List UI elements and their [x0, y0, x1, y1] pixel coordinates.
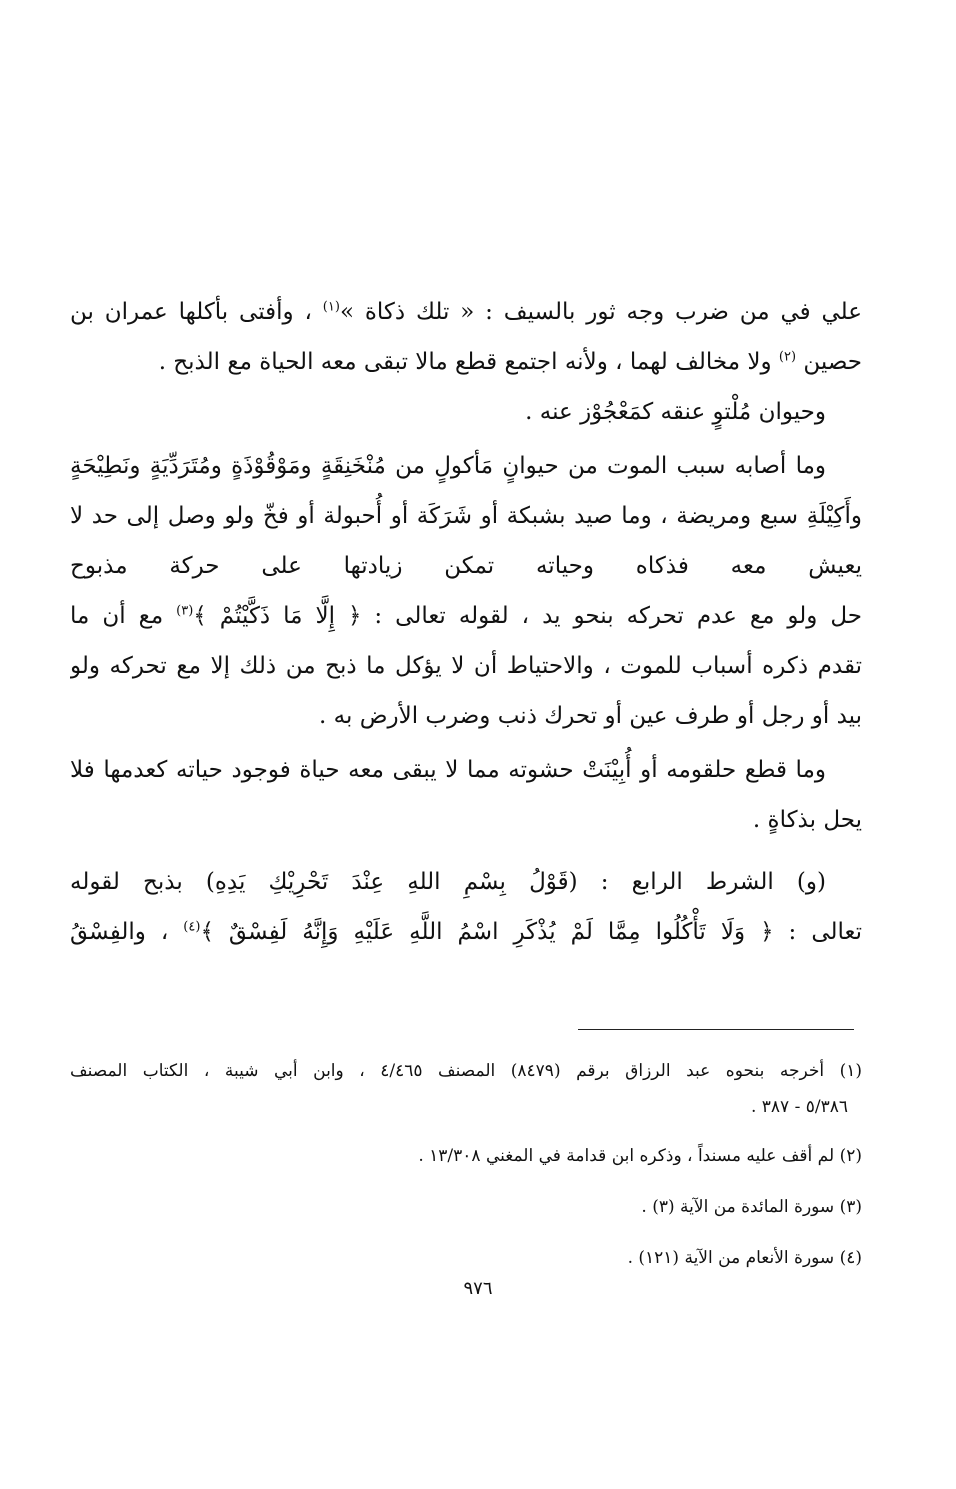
footnote-4: (٤) سورة الأنعام من الآية (١٢١) .: [627, 1248, 862, 1268]
text-line-2: [70, 337, 862, 387]
text-line-9: بيد أو رجل أو طرف عين أو تحرك ذنب وضرب الأرض به .: [319, 703, 862, 729]
footnote-divider: [578, 1029, 854, 1030]
footnote-2: (٢) لم أقف عليه مسنداً ، وذكره ابن قدامة في المغني ١٣/٣٠٨ .: [418, 1146, 862, 1166]
footnote-ref-4[interactable]: (٤): [183, 919, 201, 935]
page-number: ٩٧٦: [463, 1278, 493, 1299]
footnote-1-continuation: ٥/٣٨٦ - ٣٨٧ .: [750, 1097, 848, 1117]
footnote-ref-3[interactable]: (٣): [176, 603, 194, 619]
footnote-ref-1[interactable]: (١): [322, 299, 340, 315]
footnote-1: (١) أخرجه بنحوه عبد الرزاق برقم (٨٤٧٩) المصنف ٤/٤٦٥ ، وابن أبي شيبة ، الكتاب المصنف: [70, 1061, 862, 1081]
text-segment: مع أن ما: [70, 603, 164, 629]
text-line-12: (و) الشرط الرابع : (قَوْلُ بِسْمِ اللهِ عِنْدَ تَحْرِيْكِ يَدِهِ) بذبح لقوله: [70, 869, 826, 895]
text-line-11: يحل بذكاةٍ .: [752, 807, 862, 833]
text-segment: ، والفِسْقُ: [70, 919, 169, 945]
text-line-8: تقدم ذكره أسباب للموت ، والاحتياط أن لا يؤكل ما ذبح من ذلك إلا مع تحركه ولو: [70, 653, 862, 679]
text-line-10: وما قطع حلقومه أو أُبِيْنَتْ حشوته مما لا يبقى معه حياة فوجود حياته كعدمها فلا: [70, 757, 826, 783]
text-line-6: يعيش معه فذكاه وحياته تمكن زيادتها على حركة مذبوح: [70, 553, 862, 579]
text-line-1: [70, 287, 862, 337]
text-segment: حل ولو مع عدم تحركه بنحو يد ، لقوله تعالى : ﴿ إِلَّا مَا ذَكَّيْتُمْ ﴾: [193, 603, 862, 629]
text-segment: حصين: [803, 349, 862, 375]
text-line-13: [70, 907, 862, 957]
text-line-5: وأَكِيْلَةِ سبع ومريضة ، وما صيد بشبكة أو شَرَكَة أو أُحبولة أو فخّ ولو وصل إلى حد لا: [70, 503, 862, 529]
text-segment: ولا مخالف لهما ، ولأنه اجتمع قطع مالا تبقى معه الحياة مع الذبح .: [158, 349, 772, 375]
text-line-7: [70, 591, 862, 641]
footnote-3: (٣) سورة المائدة من الآية (٣) .: [641, 1197, 862, 1217]
text-line-4: وما أصابه سبب الموت من حيوانٍ مَأكولٍ من مُنْخَنِقَةٍ ومَوْقُوْذَةٍ ومُتَرَدِّيَةٍ ونَطِيْحَةٍ: [70, 453, 826, 479]
text-segment: علي في من ضرب وجه ثور بالسيف : « تلك ذكاة »: [339, 299, 862, 325]
footnote-ref-2[interactable]: (٢): [778, 349, 797, 365]
text-segment: تعالى : ﴿ وَلَا تَأْكُلُوا مِمَّا لَمْ يُذْكَرِ اسْمُ اللَّهِ عَلَيْهِ وَإِنَّهُ لَفِسْقٌ ﴾: [200, 919, 862, 945]
text-line-3: وحيوان مُلْتوٍ عنقه كمَعْجُوْز عنه .: [525, 399, 826, 425]
text-segment: ، وأفتى بأكلها عمران بن: [70, 299, 312, 325]
footnotes: [70, 1052, 862, 1277]
main-text: [70, 287, 862, 957]
